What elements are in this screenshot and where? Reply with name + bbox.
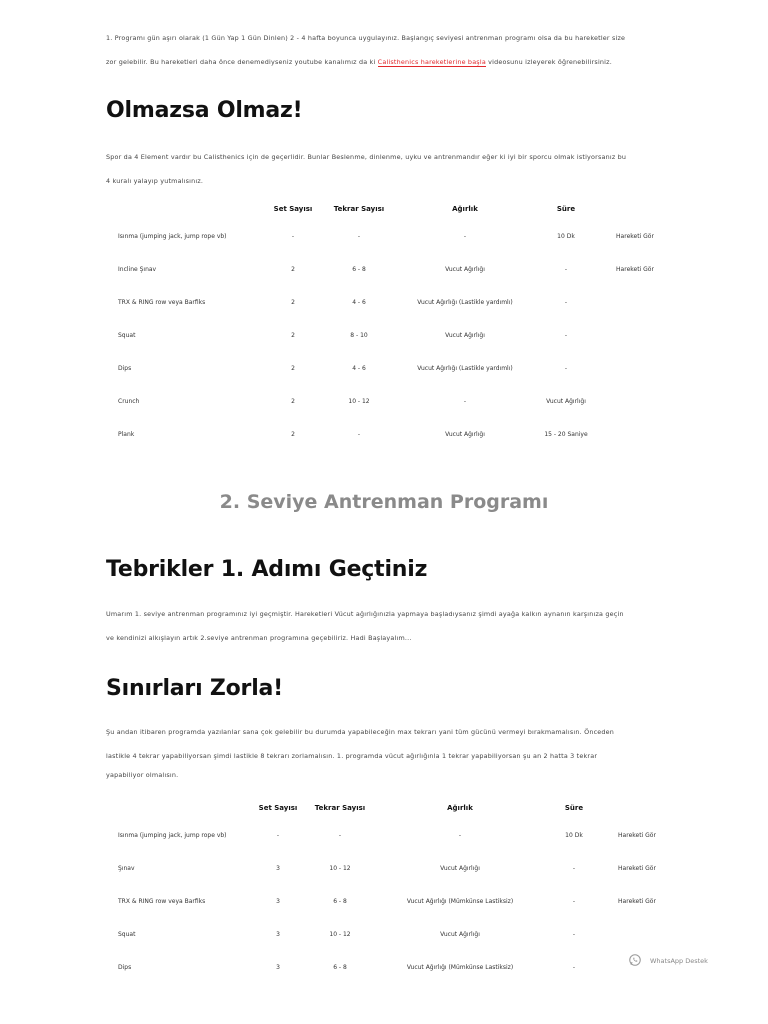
table-cell [596, 385, 674, 418]
table-cell: 2 [291, 299, 295, 306]
table-cell [596, 286, 674, 319]
table-row [106, 220, 674, 253]
table-row [106, 418, 674, 451]
table-row [106, 819, 674, 852]
table-cell: - [338, 832, 342, 839]
exercise-name: Isınma (jumping jack, jump rope vb) [118, 832, 227, 839]
exercise-name: Dips [118, 964, 132, 971]
column-header: Süre [556, 205, 576, 213]
table-cell: 3 [276, 964, 280, 971]
table-cell: 2 [291, 365, 295, 372]
hareketi-gor-link[interactable]: Hareketi Gör [616, 266, 654, 273]
table-cell: Vucut Ağırlığı [440, 931, 480, 938]
table-cell: 4 - 6 [352, 299, 366, 306]
table-cell: 3 [276, 931, 280, 938]
hareketi-gor-link[interactable]: Hareketi Gör [618, 865, 656, 872]
hareketi-gor-link[interactable]: Hareketi Gör [616, 233, 654, 240]
whatsapp-icon [628, 953, 642, 969]
table-cell: Vucut Ağırlığı (Mümkünse Lastiksiz) [406, 898, 514, 905]
heading-sinirlari-zorla: Sınırları Zorla! [106, 676, 284, 701]
table-cell: Vucut Ağırlığı [445, 431, 485, 438]
intro-line-1: 1. Programı gün aşırı olarak (1 Gün Yap 1 Gün Dinlen) 2 - 4 hafta boyunca uygulayınız. Başlangıç seviyesi antrenman programı olsa da bu hareketler size [106, 34, 626, 42]
table-cell: Vucut Ağırlığı (Mümkünse Lastiksiz) [406, 964, 514, 971]
table-row [106, 319, 674, 352]
hareketi-gor-link[interactable]: Hareketi Gör [618, 832, 656, 839]
exercise-name: Dips [118, 365, 132, 372]
table-cell: - [572, 931, 576, 938]
table-cell: 3 [276, 865, 280, 872]
table-cell: - [463, 398, 467, 405]
table-cell: - [564, 266, 568, 273]
table-cell: - [572, 865, 576, 872]
table-row [106, 951, 674, 984]
table-cell: - [463, 233, 467, 240]
table-row [106, 852, 674, 885]
table-cell: 10 - 12 [329, 931, 351, 938]
intro-paragraph [106, 26, 666, 74]
table-cell: 10 Dk [557, 233, 575, 240]
table-cell: 15 - 20 Saniye [544, 431, 588, 438]
heading-olmazsa-olmaz: Olmazsa Olmaz! [106, 98, 303, 123]
table-cell [596, 352, 674, 385]
table-cell [596, 319, 674, 352]
exercise-name: Squat [118, 931, 136, 938]
exercise-name: Plank [118, 431, 135, 438]
table-cell: 3 [276, 898, 280, 905]
hareketi-gor-link[interactable]: Hareketi Gör [618, 898, 656, 905]
heading-tebrikler: Tebrikler 1. Adımı Geçtiniz [106, 557, 428, 582]
table-header-row [106, 198, 674, 220]
level2-program-table [106, 797, 674, 984]
table-cell [600, 918, 674, 951]
table-cell: 8 - 10 [350, 332, 368, 339]
intro-line-2: zor gelebilir. Bu hareketleri daha önce denemediyseniz youtube kanalımız da ki Calisthenics hareketlerine başla videosunu izleyerek öğrenebilirsiniz. [106, 58, 612, 66]
table-cell: - [564, 365, 568, 372]
table-cell [596, 418, 674, 451]
table-cell: Vucut Ağırlığı [445, 266, 485, 273]
table-row [106, 918, 674, 951]
column-header [106, 198, 262, 220]
table-cell: 2 [291, 266, 295, 273]
table-cell: - [276, 832, 280, 839]
table-cell: 10 - 12 [329, 865, 351, 872]
table-cell: - [572, 964, 576, 971]
table-cell: - [564, 332, 568, 339]
whatsapp-label: WhatsApp Destek [650, 957, 708, 965]
table-cell: 2 [291, 398, 295, 405]
table-row [106, 253, 674, 286]
heading-level2-program: 2. Seviye Antrenman Programı [219, 491, 549, 513]
section1-paragraph: Spor da 4 Element vardır bu Calisthenics için de geçerlidir. Bunlar Beslenme, dinlenme, uyku ve antrenmandır eğer ki iyi bir sporcu olmak istiyorsanız bu 4 kuralı yalayıp yutmalısınız. [106, 153, 627, 185]
section3-paragraph: Umarım 1. seviye antrenman programınız iyi geçmiştir. Hareketleri Vücut ağırlığınızla yapmaya başladıysanız şimdi ayağa kalkın aynanın karşınıza geçin ve kendinizi alkışlayın artık 2.seviye antrenman programına geçebiliriz. Hadi Başlayalım... [106, 610, 624, 642]
column-header: Tekrar Sayısı [314, 804, 366, 812]
column-header [600, 797, 674, 819]
level1-program-table [106, 198, 674, 451]
table-cell: Vucut Ağırlığı [445, 332, 485, 339]
table-cell: 10 Dk [565, 832, 583, 839]
table-cell: Vucut Ağırlığı (Lastikle yardımlı) [417, 365, 513, 372]
table-cell: - [458, 832, 462, 839]
column-header: Ağırlık [452, 205, 478, 213]
table-cell: Vucut Ağırlığı [546, 398, 586, 405]
table-cell: 10 - 12 [348, 398, 370, 405]
column-header: Set Sayısı [258, 804, 298, 812]
table-cell: 2 [291, 431, 295, 438]
table-header-row [106, 797, 674, 819]
column-header: Set Sayısı [273, 205, 313, 213]
column-header [106, 797, 248, 819]
exercise-name: Incline Şınav [118, 266, 157, 273]
whatsapp-support-button[interactable] [628, 953, 708, 969]
table-row [106, 885, 674, 918]
section4-paragraph: Şu andan itibaren programda yazılanlar sana çok gelebilir bu durumda yapabileceğin max tekrarı yani tüm gücünü vermeyi bırakmamalısın. Önceden lastikle 4 tekrar yapabiliyorsan şimdi lastikle 8 tekrarı zorlamalısın. 1. programda vücut ağırlığınla 1 tekrar yapabiliyorsan şu an 2 hatta 3 tekrar yapabiliyor olmalısın. [106, 728, 615, 779]
exercise-name: TRX & RING row veya Barfiks [118, 299, 206, 306]
table-cell: - [357, 233, 361, 240]
exercise-name: Squat [118, 332, 136, 339]
table-cell: - [572, 898, 576, 905]
table-cell: 2 [291, 332, 295, 339]
exercise-name: Crunch [118, 398, 140, 405]
table-cell: - [291, 233, 295, 240]
column-header: Tekrar Sayısı [333, 205, 385, 213]
table-cell: Vucut Ağırlığı [440, 865, 480, 872]
exercise-name: TRX & RING row veya Barfiks [118, 898, 206, 905]
column-header [596, 198, 674, 220]
table-cell: 4 - 6 [352, 365, 366, 372]
table-cell: - [564, 299, 568, 306]
exercise-name: Isınma (jumping jack, jump rope vb) [118, 233, 227, 240]
calisthenics-video-link[interactable]: Calisthenics hareketlerine başla [377, 58, 486, 66]
exercise-name: Şınav [118, 865, 135, 872]
table-cell: 6 - 8 [352, 266, 366, 273]
table-cell: 6 - 8 [333, 898, 347, 905]
table-cell: Vucut Ağırlığı (Lastikle yardımlı) [417, 299, 513, 306]
column-header: Süre [564, 804, 584, 812]
table-row [106, 385, 674, 418]
table-row [106, 352, 674, 385]
table-row [106, 286, 674, 319]
table-cell: - [357, 431, 361, 438]
table-cell: 6 - 8 [333, 964, 347, 971]
column-header: Ağırlık [447, 804, 473, 812]
